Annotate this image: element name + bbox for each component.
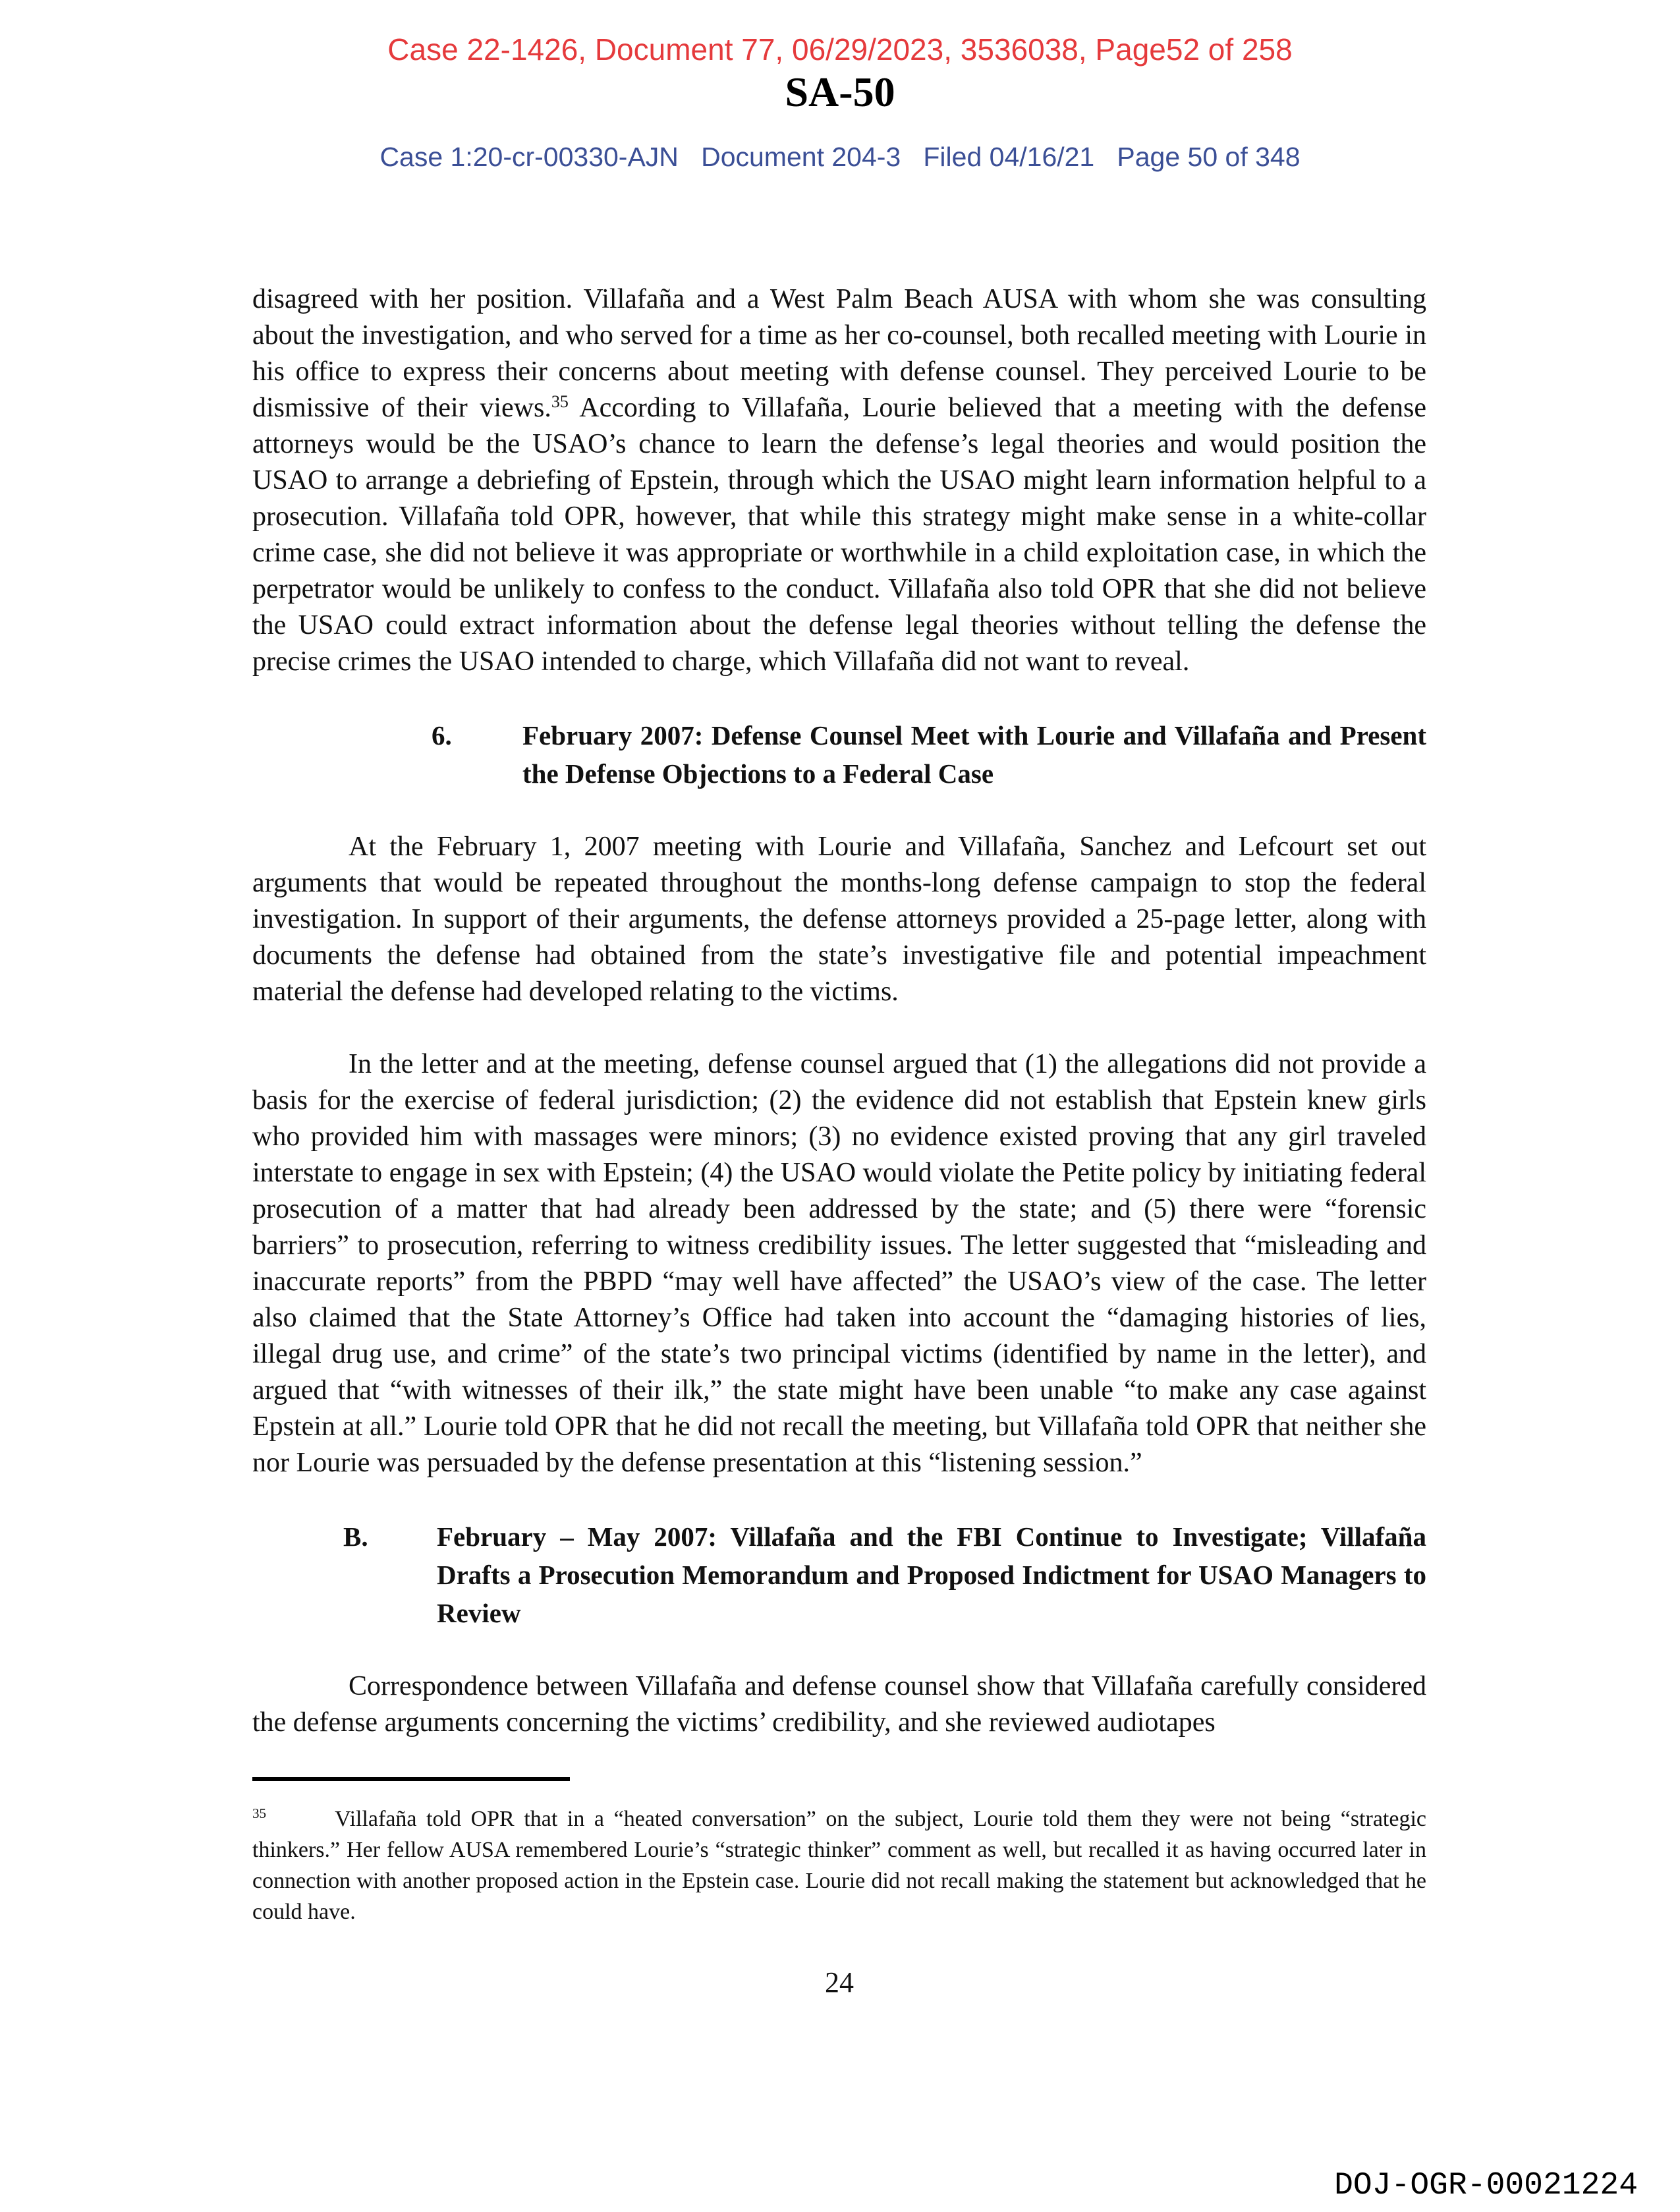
paragraph-4: Correspondence between Villafaña and defense counsel show that Villafaña carefully considered the defense arguments concerning the victims’ credibility, and she reviewed audiotapes [252,1671,1426,1738]
bates-stamp: DOJ-OGR-00021224 [1334,2168,1638,2203]
section-heading-b [343,1517,1426,1632]
footnote-reference: 35 [551,392,569,411]
footnote-35 [252,1803,1426,1927]
section-b-title: February – May 2007: Villafaña and the FBI Continue to Investigate; Villafaña Drafts a Prosecution Memorandum and Proposed Indictment for USAO Managers to Review [437,1521,1426,1628]
paragraph-1 [252,281,1426,680]
paragraph-3: In the letter and at the meeting, defense counsel argued that (1) the allegations did not provide a basis for the exercise of federal jurisdiction; (2) the evidence did not establish that Epstein knew girls who provided him with massages were minors; (3) no evidence existed proving that any girl traveled interstate to engage in sex with Epstein; (4) the USAO would violate the Petite policy by initiating federal prosecution of a matter that had already been addressed by the state; and (5) there were “forensic barriers” to prosecution, referring to witness credibility issues. The letter suggested that “misleading and inaccurate reports” from the PBPD “may well have affected” the USAO’s view of the case. The letter also claimed that the State Attorney’s Office had taken into account the “damaging histories of lies, illegal drug use, and crime” of the state’s two principal victims (identified by name in the letter), and argued that “with witnesses of their ilk,” the state might have been unable “to make any case against Epstein at all.” Lourie told OPR that he did not recall the meeting, but Villafaña told OPR that neither she nor Lourie was persuaded by the defense presentation at this “listening session.” [252,1049,1426,1478]
section-heading-6 [432,716,1426,793]
page-header [0,0,1680,171]
document-body [252,281,1426,1997]
section-6-number: 6. [432,720,452,751]
footnote-separator [252,1777,570,1781]
section-6-title: February 2007: Defense Counsel Meet with Lourie and Villafaña and Present the Defense Objections to a Federal Case [522,720,1426,789]
appellate-case-stamp: Case 22-1426, Document 77, 06/29/2023, 3536038, Page52 of 258 [387,32,1293,67]
section-b-number: B. [343,1521,368,1552]
paragraph-1-text-after: According to Villafaña, Lourie believed that a meeting with the defense attorneys would be the USAO’s chance to learn the defense’s legal theories and would position the USAO to arrange a debriefing of Epstein, through which the USAO might learn information helpful to a prosecution. Villafaña told OPR, however, that while this strategy might make sense in a white-collar crime case, she did not believe it was appropriate or worthwhile in a child exploitation case, in which the perpetrator would be unlikely to confess to the conduct. Villafaña also told OPR that she did not believe the USAO could extract information about the defense legal theories without telling the defense the precise crimes the USAO intended to charge, which Villafaña did not want to reveal. [252,393,1426,677]
footnote-text: Villafaña told OPR that in a “heated conversation” on the subject, Lourie told them they were not being “strategic thinkers.” Her fellow AUSA remembered Lourie’s “strategic thinker” comment as well, but recalled it as having occurred later in connection with another proposed action in the Epstein case. Lourie did not recall making the statement but acknowledged that he could have. [252,1807,1426,1924]
footnote-marker: 35 [252,1805,267,1821]
appendix-page-label: SA-50 [785,69,895,115]
page-number: 24 [825,1966,854,1999]
paragraph-2: At the February 1, 2007 meeting with Lourie and Villafaña, Sanchez and Lefcourt set out arguments that would be repeated throughout the months-long defense campaign to stop the federal investigation. In support of their arguments, the defense attorneys provided a 25-page letter, along with documents the defense had obtained from the state’s investigative file and potential impeachment material the defense had developed relating to the victims. [252,832,1426,1007]
paragraph-1-text-before: disagreed with her position. Villafaña and a West Palm Beach AUSA with whom she was consulting about the investigation, and who served for a time as her co-counsel, both recalled meeting with Lourie in his office to express their concerns about meeting with defense counsel. They perceived Lourie to be dismissive of their views. [252,284,1426,423]
district-case-stamp: Case 1:20-cr-00330-AJN Document 204-3 Filed 04/16/21 Page 50 of 348 [379,142,1301,172]
